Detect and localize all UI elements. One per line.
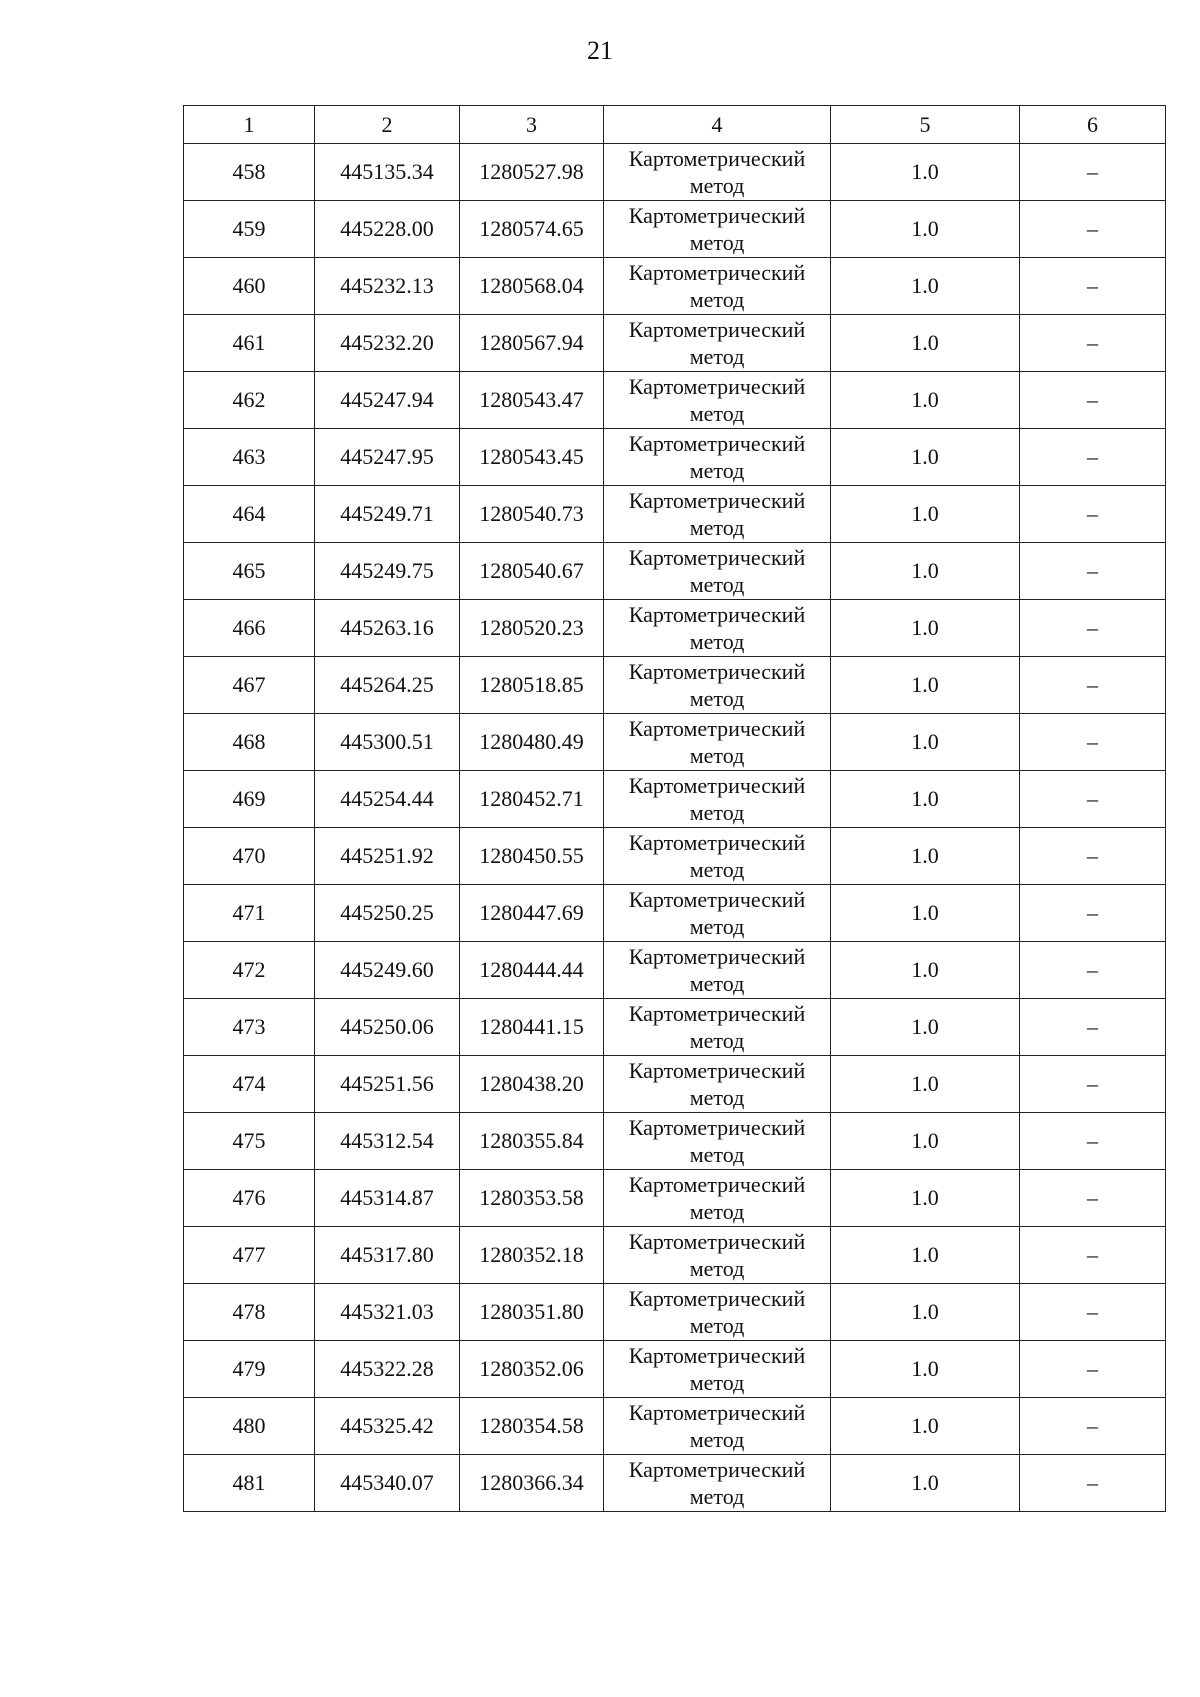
table-row [184, 1227, 1166, 1284]
accuracy-cell: 1.0 [831, 885, 1020, 942]
y-coordinate-cell: 1280567.94 [460, 315, 604, 372]
table-row [184, 486, 1166, 543]
x-coordinate-cell: 445314.87 [315, 1170, 460, 1227]
accuracy-cell: 1.0 [831, 1170, 1020, 1227]
table-body [184, 144, 1166, 1512]
point-number-cell: 460 [184, 258, 315, 315]
table-row [184, 315, 1166, 372]
y-coordinate-cell: 1280520.23 [460, 600, 604, 657]
method-cell [604, 1398, 831, 1455]
accuracy-cell: 1.0 [831, 771, 1020, 828]
note-cell: – [1020, 1455, 1166, 1512]
method-cell [604, 429, 831, 486]
table-row [184, 1056, 1166, 1113]
method-text-line2: метод [689, 173, 745, 198]
note-cell: – [1020, 657, 1166, 714]
accuracy-cell: 1.0 [831, 315, 1020, 372]
point-number-cell: 464 [184, 486, 315, 543]
table-row [184, 999, 1166, 1056]
column-header: 6 [1020, 106, 1166, 144]
y-coordinate-cell: 1280441.15 [460, 999, 604, 1056]
method-text-line1: Картометрический [628, 203, 806, 228]
accuracy-cell: 1.0 [831, 372, 1020, 429]
method-text-line1: Картометрический [628, 1457, 806, 1482]
note-cell: – [1020, 1398, 1166, 1455]
method-cell [604, 486, 831, 543]
method-text-line1: Картометрический [628, 1400, 806, 1425]
accuracy-cell: 1.0 [831, 1227, 1020, 1284]
y-coordinate-cell: 1280543.45 [460, 429, 604, 486]
y-coordinate-cell: 1280540.67 [460, 543, 604, 600]
y-coordinate-cell: 1280574.65 [460, 201, 604, 258]
x-coordinate-cell: 445250.06 [315, 999, 460, 1056]
method-text-line2: метод [689, 1142, 745, 1167]
x-coordinate-cell: 445300.51 [315, 714, 460, 771]
table-row [184, 258, 1166, 315]
x-coordinate-cell: 445228.00 [315, 201, 460, 258]
note-cell: – [1020, 885, 1166, 942]
x-coordinate-cell: 445263.16 [315, 600, 460, 657]
accuracy-cell: 1.0 [831, 1113, 1020, 1170]
point-number-cell: 479 [184, 1341, 315, 1398]
note-cell: – [1020, 942, 1166, 999]
method-cell [604, 201, 831, 258]
point-number-cell: 480 [184, 1398, 315, 1455]
note-cell: – [1020, 258, 1166, 315]
coordinates-table [183, 105, 1166, 1512]
method-text-line2: метод [689, 458, 745, 483]
table-row [184, 885, 1166, 942]
method-text-line1: Картометрический [628, 146, 806, 171]
note-cell: – [1020, 1341, 1166, 1398]
method-text-line2: метод [689, 629, 745, 654]
method-text-line2: метод [689, 971, 745, 996]
y-coordinate-cell: 1280438.20 [460, 1056, 604, 1113]
x-coordinate-cell: 445264.25 [315, 657, 460, 714]
note-cell: – [1020, 828, 1166, 885]
method-cell [604, 1170, 831, 1227]
x-coordinate-cell: 445232.20 [315, 315, 460, 372]
note-cell: – [1020, 1227, 1166, 1284]
note-cell: – [1020, 486, 1166, 543]
accuracy-cell: 1.0 [831, 600, 1020, 657]
point-number-cell: 468 [184, 714, 315, 771]
x-coordinate-cell: 445312.54 [315, 1113, 460, 1170]
method-text-line2: метод [689, 1028, 745, 1053]
point-number-cell: 478 [184, 1284, 315, 1341]
method-text-line2: метод [689, 572, 745, 597]
method-text-line1: Картометрический [628, 545, 806, 570]
table-row [184, 1170, 1166, 1227]
table-row [184, 144, 1166, 201]
note-cell: – [1020, 1113, 1166, 1170]
method-text-line2: метод [689, 686, 745, 711]
accuracy-cell: 1.0 [831, 714, 1020, 771]
x-coordinate-cell: 445232.13 [315, 258, 460, 315]
note-cell: – [1020, 714, 1166, 771]
note-cell: – [1020, 372, 1166, 429]
point-number-cell: 475 [184, 1113, 315, 1170]
note-cell: – [1020, 543, 1166, 600]
y-coordinate-cell: 1280366.34 [460, 1455, 604, 1512]
accuracy-cell: 1.0 [831, 543, 1020, 600]
method-text-line1: Картометрический [628, 830, 806, 855]
point-number-cell: 474 [184, 1056, 315, 1113]
method-text-line1: Картометрический [628, 317, 806, 342]
accuracy-cell: 1.0 [831, 1284, 1020, 1341]
method-text-line2: метод [689, 1484, 745, 1509]
point-number-cell: 458 [184, 144, 315, 201]
method-text-line1: Картометрический [628, 602, 806, 627]
method-text-line1: Картометрический [628, 1058, 806, 1083]
table-row [184, 1455, 1166, 1512]
method-cell [604, 1341, 831, 1398]
method-cell [604, 258, 831, 315]
y-coordinate-cell: 1280353.58 [460, 1170, 604, 1227]
point-number-cell: 463 [184, 429, 315, 486]
note-cell: – [1020, 1056, 1166, 1113]
accuracy-cell: 1.0 [831, 1398, 1020, 1455]
point-number-cell: 472 [184, 942, 315, 999]
method-text-line2: метод [689, 1256, 745, 1281]
y-coordinate-cell: 1280480.49 [460, 714, 604, 771]
method-text-line1: Картометрический [628, 1001, 806, 1026]
method-cell [604, 714, 831, 771]
table-row [184, 828, 1166, 885]
method-cell [604, 1056, 831, 1113]
x-coordinate-cell: 445249.60 [315, 942, 460, 999]
y-coordinate-cell: 1280354.58 [460, 1398, 604, 1455]
method-text-line1: Картометрический [628, 260, 806, 285]
x-coordinate-cell: 445250.25 [315, 885, 460, 942]
y-coordinate-cell: 1280444.44 [460, 942, 604, 999]
accuracy-cell: 1.0 [831, 828, 1020, 885]
method-text-line1: Картометрический [628, 716, 806, 741]
method-cell [604, 144, 831, 201]
method-text-line1: Картометрический [628, 659, 806, 684]
accuracy-cell: 1.0 [831, 942, 1020, 999]
table-row [184, 429, 1166, 486]
method-text-line1: Картометрический [628, 1343, 806, 1368]
note-cell: – [1020, 1170, 1166, 1227]
note-cell: – [1020, 429, 1166, 486]
x-coordinate-cell: 445249.75 [315, 543, 460, 600]
method-cell [604, 657, 831, 714]
method-text-line2: метод [689, 743, 745, 768]
method-text-line1: Картометрический [628, 887, 806, 912]
method-cell [604, 771, 831, 828]
x-coordinate-cell: 445247.94 [315, 372, 460, 429]
table-row [184, 657, 1166, 714]
y-coordinate-cell: 1280351.80 [460, 1284, 604, 1341]
method-text-line1: Картометрический [628, 1229, 806, 1254]
x-coordinate-cell: 445321.03 [315, 1284, 460, 1341]
table-row [184, 1113, 1166, 1170]
x-coordinate-cell: 445135.34 [315, 144, 460, 201]
column-header: 3 [460, 106, 604, 144]
method-text-line2: метод [689, 515, 745, 540]
table-row [184, 771, 1166, 828]
x-coordinate-cell: 445254.44 [315, 771, 460, 828]
note-cell: – [1020, 201, 1166, 258]
note-cell: – [1020, 1284, 1166, 1341]
accuracy-cell: 1.0 [831, 999, 1020, 1056]
x-coordinate-cell: 445322.28 [315, 1341, 460, 1398]
column-header: 4 [604, 106, 831, 144]
x-coordinate-cell: 445251.56 [315, 1056, 460, 1113]
method-text-line2: метод [689, 1199, 745, 1224]
y-coordinate-cell: 1280518.85 [460, 657, 604, 714]
note-cell: – [1020, 600, 1166, 657]
point-number-cell: 471 [184, 885, 315, 942]
method-text-line1: Картометрический [628, 431, 806, 456]
method-text-line2: метод [689, 1313, 745, 1338]
point-number-cell: 467 [184, 657, 315, 714]
point-number-cell: 461 [184, 315, 315, 372]
table-row [184, 1341, 1166, 1398]
method-text-line2: метод [689, 344, 745, 369]
accuracy-cell: 1.0 [831, 657, 1020, 714]
method-text-line2: метод [689, 857, 745, 882]
y-coordinate-cell: 1280352.18 [460, 1227, 604, 1284]
table-header-row [184, 106, 1166, 144]
point-number-cell: 466 [184, 600, 315, 657]
method-cell [604, 600, 831, 657]
note-cell: – [1020, 315, 1166, 372]
point-number-cell: 477 [184, 1227, 315, 1284]
table-row [184, 201, 1166, 258]
accuracy-cell: 1.0 [831, 1455, 1020, 1512]
method-text-line2: метод [689, 287, 745, 312]
point-number-cell: 465 [184, 543, 315, 600]
method-text-line2: метод [689, 401, 745, 426]
accuracy-cell: 1.0 [831, 144, 1020, 201]
table-row [184, 543, 1166, 600]
y-coordinate-cell: 1280452.71 [460, 771, 604, 828]
y-coordinate-cell: 1280543.47 [460, 372, 604, 429]
point-number-cell: 459 [184, 201, 315, 258]
y-coordinate-cell: 1280447.69 [460, 885, 604, 942]
method-cell [604, 942, 831, 999]
accuracy-cell: 1.0 [831, 1341, 1020, 1398]
table-row [184, 600, 1166, 657]
method-cell [604, 1455, 831, 1512]
method-text-line2: метод [689, 914, 745, 939]
method-cell [604, 1227, 831, 1284]
note-cell: – [1020, 999, 1166, 1056]
accuracy-cell: 1.0 [831, 429, 1020, 486]
method-cell [604, 1113, 831, 1170]
x-coordinate-cell: 445340.07 [315, 1455, 460, 1512]
method-cell [604, 885, 831, 942]
method-text-line1: Картометрический [628, 488, 806, 513]
method-text-line1: Картометрический [628, 1286, 806, 1311]
method-text-line2: метод [689, 230, 745, 255]
method-text-line1: Картометрический [628, 1172, 806, 1197]
method-cell [604, 315, 831, 372]
column-header: 2 [315, 106, 460, 144]
accuracy-cell: 1.0 [831, 201, 1020, 258]
point-number-cell: 462 [184, 372, 315, 429]
method-cell [604, 999, 831, 1056]
method-text-line1: Картометрический [628, 944, 806, 969]
table-row [184, 372, 1166, 429]
point-number-cell: 470 [184, 828, 315, 885]
x-coordinate-cell: 445247.95 [315, 429, 460, 486]
method-text-line2: метод [689, 800, 745, 825]
accuracy-cell: 1.0 [831, 258, 1020, 315]
column-header: 1 [184, 106, 315, 144]
x-coordinate-cell: 445325.42 [315, 1398, 460, 1455]
table-row [184, 1284, 1166, 1341]
accuracy-cell: 1.0 [831, 1056, 1020, 1113]
table-row [184, 714, 1166, 771]
method-cell [604, 1284, 831, 1341]
accuracy-cell: 1.0 [831, 486, 1020, 543]
column-header: 5 [831, 106, 1020, 144]
page-number: 21 [587, 36, 613, 65]
x-coordinate-cell: 445317.80 [315, 1227, 460, 1284]
method-text-line1: Картометрический [628, 1115, 806, 1140]
method-text-line2: метод [689, 1370, 745, 1395]
x-coordinate-cell: 445251.92 [315, 828, 460, 885]
y-coordinate-cell: 1280568.04 [460, 258, 604, 315]
method-text-line2: метод [689, 1085, 745, 1110]
method-text-line1: Картометрический [628, 773, 806, 798]
x-coordinate-cell: 445249.71 [315, 486, 460, 543]
y-coordinate-cell: 1280540.73 [460, 486, 604, 543]
method-text-line2: метод [689, 1427, 745, 1452]
y-coordinate-cell: 1280527.98 [460, 144, 604, 201]
method-cell [604, 372, 831, 429]
point-number-cell: 473 [184, 999, 315, 1056]
point-number-cell: 469 [184, 771, 315, 828]
y-coordinate-cell: 1280450.55 [460, 828, 604, 885]
table-row [184, 1398, 1166, 1455]
y-coordinate-cell: 1280355.84 [460, 1113, 604, 1170]
note-cell: – [1020, 144, 1166, 201]
method-text-line1: Картометрический [628, 374, 806, 399]
method-cell [604, 828, 831, 885]
method-cell [604, 543, 831, 600]
point-number-cell: 481 [184, 1455, 315, 1512]
note-cell: – [1020, 771, 1166, 828]
y-coordinate-cell: 1280352.06 [460, 1341, 604, 1398]
table-row [184, 942, 1166, 999]
point-number-cell: 476 [184, 1170, 315, 1227]
